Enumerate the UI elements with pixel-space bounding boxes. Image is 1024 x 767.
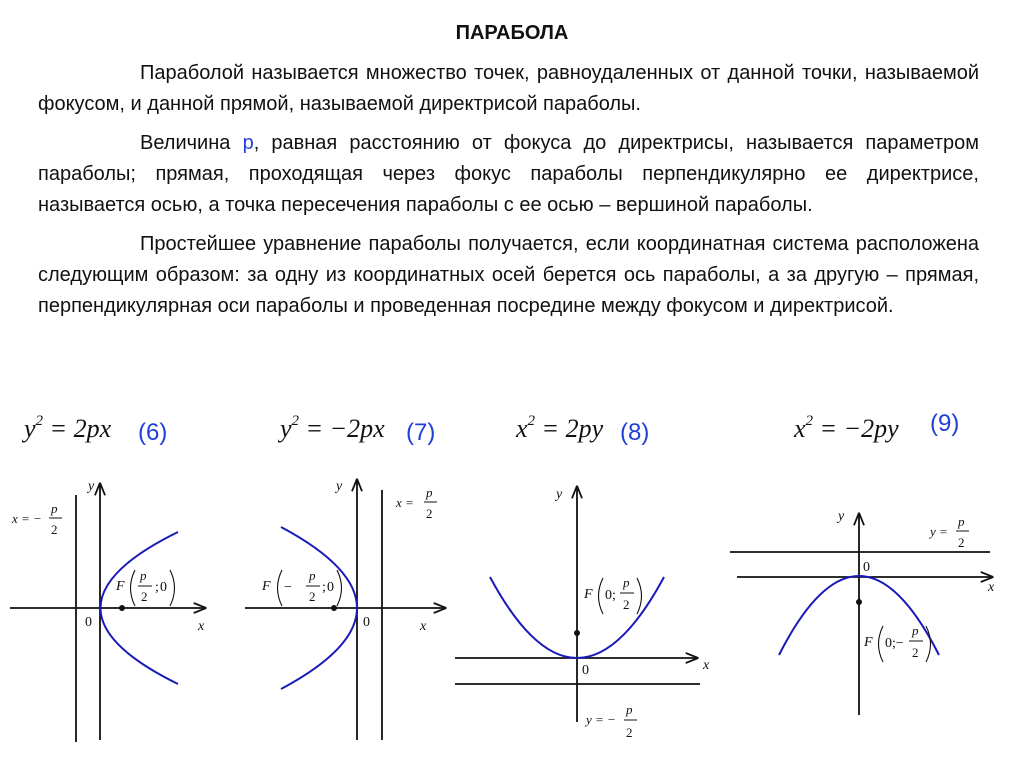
graph-6-focus-p: p <box>140 568 147 583</box>
graph-8-x-label: x <box>703 658 710 673</box>
graph-9-directrix-p: p <box>958 514 965 529</box>
graph-7-focus-right-paren <box>337 570 342 606</box>
graph-8-focus-p: p <box>623 575 630 590</box>
graph-8-directrix-two: 2 <box>626 725 633 740</box>
equation-8-exponent: 2 <box>527 413 536 429</box>
equation-7-rhs: = −2px <box>299 414 385 443</box>
graph-8 <box>455 487 710 740</box>
equation-6-lhs: y <box>24 414 36 443</box>
graph-8-origin: 0 <box>582 663 589 678</box>
graph-7-focus-two: 2 <box>309 589 316 604</box>
graph-7-origin: 0 <box>363 615 370 630</box>
graph-7-focus-left-paren <box>278 570 283 606</box>
graph-7-directrix-label: x = <box>396 495 414 510</box>
graph-6-directrix-p: p <box>51 501 58 516</box>
graph-7 <box>245 479 445 740</box>
graph-6-focus-F: F <box>116 579 125 594</box>
graph-6-y-label: y <box>88 479 95 494</box>
equation-9-lhs: x <box>794 414 806 443</box>
graph-9-focus-left-paren <box>879 626 884 662</box>
graph-9-focus-two: 2 <box>912 645 919 660</box>
graph-8-focus-point <box>574 630 580 636</box>
equation-8-lhs: x <box>516 414 528 443</box>
graph-7-focus-sign: − <box>284 580 292 595</box>
equation-8-rhs: = 2py <box>535 414 604 443</box>
equation-9-rhs: = −2py <box>813 414 899 443</box>
graph-8-y-label: y <box>556 487 563 502</box>
graph-6-focus-two: 2 <box>141 589 148 604</box>
graph-9-focus-F: F <box>864 635 873 650</box>
equation-6-rhs: = 2px <box>43 414 112 443</box>
graph-6-directrix-two: 2 <box>51 522 58 537</box>
graph-9 <box>730 509 995 715</box>
graph-7-x-label: x <box>420 619 427 634</box>
graph-6-focus-zero: 0 <box>160 580 167 595</box>
graph-6-focus-separator: ; <box>155 580 159 595</box>
graph-7-directrix-p: p <box>426 485 433 500</box>
graph-7-y-label: y <box>336 479 343 494</box>
graph-9-directrix-two: 2 <box>958 535 965 550</box>
graph-9-focus-p: p <box>912 623 919 638</box>
graph-9-focus-prefix: 0;− <box>885 636 904 651</box>
equation-9-exponent: 2 <box>805 413 814 429</box>
graph-6-focus-right-paren <box>170 570 175 606</box>
graph-6-x-label: x <box>198 619 205 634</box>
graph-9-directrix-label: y = <box>930 524 948 539</box>
graph-8-focus-left-paren <box>599 578 604 614</box>
graph-7-focus-point <box>331 605 337 611</box>
equation-9-number: (9) <box>930 410 960 437</box>
equation-7-number: (7) <box>406 419 436 446</box>
equation-7-lhs: y <box>280 414 292 443</box>
graph-7-focus-p: p <box>309 568 316 583</box>
paragraph-parameter-rest: , равная расстоянию от фокуса до директрисы, называется параметром параболы; прямая, проходящая через фокус параболы перпендикулярно ее директрисе, называется осью, а точка пересечения параболы с ее осью – вершиной параболы. <box>38 132 979 216</box>
graph-7-focus-F: F <box>262 579 271 594</box>
graph-6-focus-left-paren <box>131 570 136 606</box>
graph-9-y-label: y <box>838 509 845 524</box>
graph-9-focus-point <box>856 599 862 605</box>
graph-8-focus-prefix: 0; <box>605 588 616 603</box>
graph-7-focus-separator: ; <box>322 580 326 595</box>
graph-6-origin: 0 <box>85 615 92 630</box>
equation-6-exponent: 2 <box>35 413 44 429</box>
equation-8-number: (8) <box>620 419 650 446</box>
paragraph-definition: Параболой называется множество точек, равноудаленных от данной точки, называемой фокусом, и данной прямой, называемой директрисой параболы. <box>38 62 979 115</box>
equation-6-number: (6) <box>138 419 168 446</box>
paragraph-parameter-start: Величина <box>140 132 243 154</box>
graph-6 <box>10 479 205 742</box>
graph-8-directrix-label: y = − <box>586 712 616 727</box>
graph-7-focus-zero: 0 <box>327 580 334 595</box>
graph-6-directrix-label: x = − <box>12 511 42 526</box>
parameter-variable: р <box>242 132 254 154</box>
graph-8-focus-F: F <box>584 587 593 602</box>
graph-9-origin: 0 <box>863 560 870 575</box>
page-title: ПАРАБОЛА <box>455 22 569 44</box>
equation-7-exponent: 2 <box>291 413 300 429</box>
graph-8-focus-two: 2 <box>623 597 630 612</box>
paragraph-equation-intro: Простейшее уравнение параболы получается, если координатная система расположена следующим образом: за одну из координатных осей берется ось параболы, а за другую – прямая, перпендикулярная оси параболы и проведенная посредине между фокусом и директрисой. <box>38 233 979 317</box>
graph-8-focus-right-paren <box>637 578 642 614</box>
graph-9-x-label: x <box>988 580 995 595</box>
graph-8-directrix-p: p <box>626 702 633 717</box>
graph-6-focus-point <box>119 605 125 611</box>
graph-7-directrix-two: 2 <box>426 506 433 521</box>
